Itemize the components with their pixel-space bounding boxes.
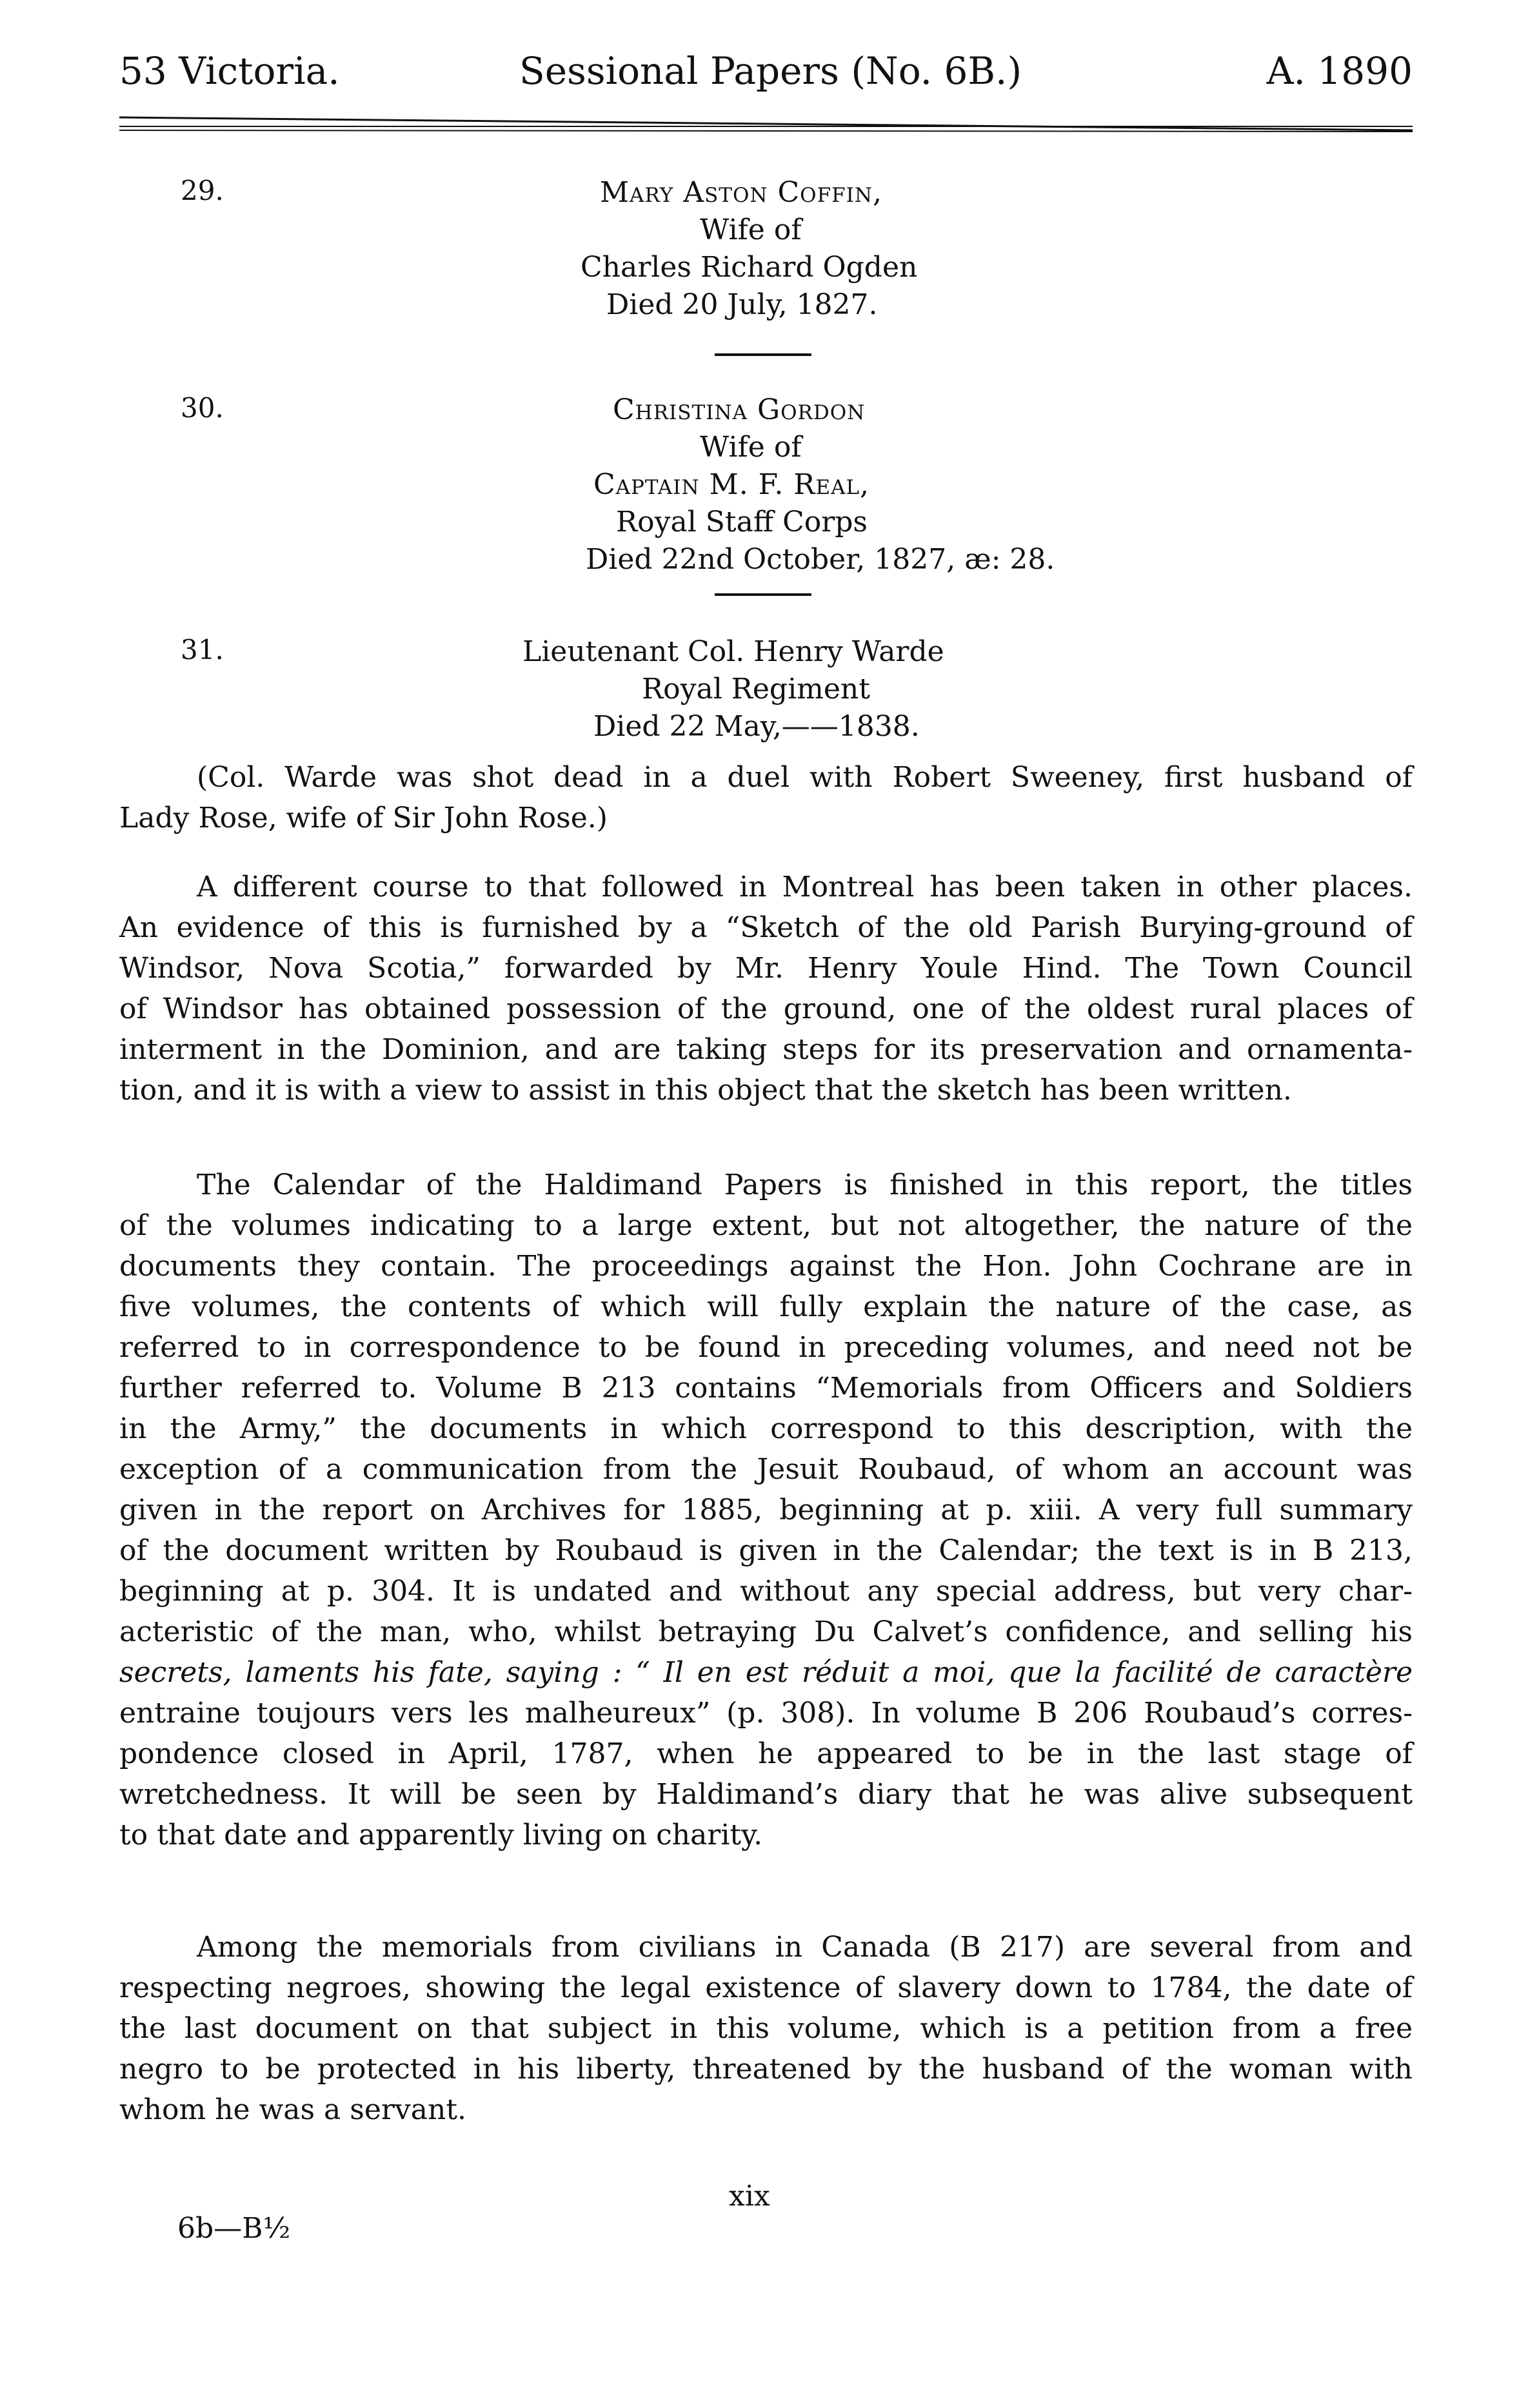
header-session: 53 Victoria. [119,49,340,93]
page-number: xix [729,2180,770,2213]
entry-number: 29. [181,175,224,206]
entry-date: Died 20 July, 1827. [606,288,878,321]
text-line: Lady Rose, wife of Sir John Rose.) [119,802,608,834]
text-line: interment in the Dominion, and are taking steps for its preservation and ornamenta- [119,1033,1413,1066]
header-rule [119,115,1413,133]
entry-number: 30. [181,392,224,424]
text-line: beginning at p. 304. It is undated and without any special address, but very char- [119,1575,1413,1608]
entry-line: Charles Richard Ogden [581,251,918,284]
text-line: Among the memorials from civilians in Canada (B 217) are several from and [197,1931,1413,1964]
text-line: An evidence of this is furnished by a “Sketch of the old Parish Burying-ground of [119,911,1413,944]
text-line: wretchedness. It will be seen by Haldimand’s diary that he was alive subsequent [119,1778,1413,1811]
entry-separator [715,353,811,356]
entry-date: Died 22nd October, 1827, æ: 28. [586,543,1055,576]
text-line: of the volumes indicating to a large extent, but not altogether, the nature of the [119,1209,1413,1242]
text-line: respecting negroes, showing the legal existence of slavery down to 1784, the date of [119,1971,1413,2004]
entry-name: Christina Gordon [613,393,866,426]
text-line: The Calendar of the Haldimand Papers is finished in this report, the titles [197,1169,1413,1201]
header-year: A. 1890 [1266,49,1413,93]
entry-separator [715,593,811,596]
entry-line: Royal Regiment [642,673,870,706]
entry-name: Lieutenant Col. Henry Warde [522,635,944,668]
text-line: exception of a communication from the Jesuit Roubaud, of whom an account was [119,1453,1413,1486]
text-line: A different course to that followed in Montreal has been taken in other places. [197,871,1413,903]
entry-name: Mary Aston Coffin, [600,176,882,209]
entry-line: Wife of [700,431,802,464]
text-line: documents they contain. The proceedings against the Hon. John Cochrane are in [119,1250,1413,1283]
text-line: to that date and apparently living on charity. [119,1819,763,1851]
text-line: secrets, laments his fate, saying : “ Il en est réduit a moi, que la facilité de caractère [119,1656,1413,1689]
text-line: whom he was a servant. [119,2093,466,2126]
text-line: Windsor, Nova Scotia,” forwarded by Mr. Henry Youle Hind. The Town Council [119,952,1413,985]
entry-line: Wife of [700,213,802,246]
entry-line: Royal Staff Corps [616,506,868,538]
text-line: of the document written by Roubaud is given in the Calendar; the text is in B 213, [119,1534,1413,1567]
text-line: five volumes, the contents of which will fully explain the nature of the case, as [119,1290,1413,1323]
text-line: in the Army,” the documents in which correspond to this description, with the [119,1412,1413,1445]
text-line: (Col. Warde was shot dead in a duel with Robert Sweeney, first husband of [197,761,1413,794]
text-line: further referred to. Volume B 213 contains “Memorials from Officers and Soldiers [119,1372,1413,1405]
header-title: Sessional Papers (No. 6B.) [519,49,1022,93]
text-line: tion, and it is with a view to assist in this object that the sketch has been written. [119,1074,1292,1107]
entry-line: Captain M. F. Real, [593,468,870,501]
text-line: entraine toujours vers les malheureux” (p. 308). In volume B 206 Roubaud’s corres- [119,1697,1413,1730]
text-line: given in the report on Archives for 1885, beginning at p. xiii. A very full summary [119,1494,1413,1526]
text-line: the last document on that subject in this volume, which is a petition from a free [119,2012,1413,2045]
text-line: of Windsor has obtained possession of the ground, one of the oldest rural places of [119,992,1413,1025]
signature-mark: 6b—B½ [177,2212,291,2245]
text-line: negro to be protected in his liberty, threatened by the husband of the woman with [119,2053,1413,2086]
entry-number: 31. [181,634,224,666]
running-header [119,45,1413,103]
text-line: acteristic of the man, who, whilst betraying Du Calvet’s confidence, and selling his [119,1615,1413,1648]
text-line: referred to in correspondence to be found in preceding volumes, and need not be [119,1331,1413,1364]
entry-date: Died 22 May,——1838. [593,710,920,743]
text-line: pondence closed in April, 1787, when he appeared to be in the last stage of [119,1737,1413,1770]
